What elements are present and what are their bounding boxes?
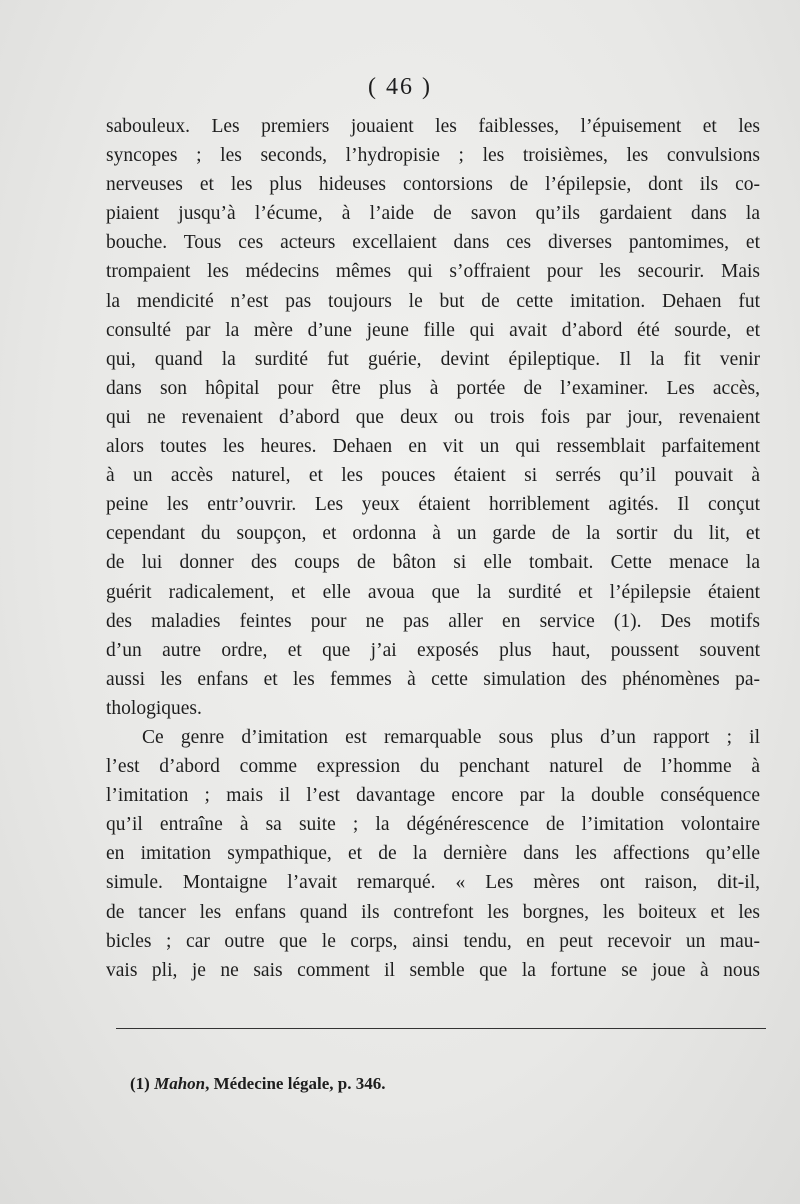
text-line: piaient jusqu’à l’écume, à l’aide de savon qu’ils gardaient dans la: [106, 203, 760, 225]
text-line: bouche. Tous ces acteurs excellaient dans ces diverses pantomimes, et: [106, 232, 760, 254]
text-line: qu’il entraîne à sa suite ; la dégénérescence de l’imitation volontaire: [106, 814, 760, 836]
text-line: de tancer les enfans quand ils contrefont les borgnes, les boiteux et les: [106, 901, 760, 923]
text-line: des maladies feintes pour ne pas aller en service (1). Des motifs: [106, 610, 760, 632]
text-line: cependant du soupçon, et ordonna à un garde de la sortir du lit, et: [106, 523, 760, 545]
text-line: la mendicité n’est pas toujours le but de cette imitation. Dehaen fut: [106, 290, 760, 312]
text-line: consulté par la mère d’une jeune fille qui avait d’abord été sourde, et: [106, 319, 760, 341]
text-line: syncopes ; les seconds, l’hydropisie ; les troisièmes, les convulsions: [106, 145, 760, 167]
footnote-marker: (1): [130, 1074, 150, 1093]
text-line: à un accès naturel, et les pouces étaient si serrés qu’il pouvait à: [106, 465, 760, 487]
footnote-citation: , Médecine légale, p. 346.: [205, 1074, 386, 1093]
text-line: trompaient les médecins mêmes qui s’offraient pour les secourir. Mais: [106, 261, 760, 283]
body-text: [106, 112, 760, 985]
text-line: l’est d’abord comme expression du penchant naturel de l’homme à: [106, 756, 760, 778]
text-line: l’imitation ; mais il l’est davantage encore par la double conséquence: [106, 785, 760, 807]
footnote-author: Mahon: [154, 1074, 206, 1093]
text-line: peine les entr’ouvrir. Les yeux étaient horriblement agités. Il conçut: [106, 494, 760, 516]
page-number: ( 46 ): [368, 74, 432, 100]
footnote-rule: [116, 1028, 766, 1029]
text-line: simule. Montaigne l’avait remarqué. « Les mères ont raison, dit-il,: [106, 872, 760, 894]
text-line: thologiques.: [106, 697, 202, 719]
paragraph-1: [106, 112, 760, 723]
text-line: alors toutes les heures. Dehaen en vit un qui ressemblait parfaitement: [106, 436, 760, 458]
text-line: nerveuses et les plus hideuses contorsions de l’épilepsie, dont ils co-: [106, 174, 760, 196]
text-line: sabouleux. Les premiers jouaient les faiblesses, l’épuisement et les: [106, 116, 760, 137]
text-line: aussi les enfans et les femmes à cette simulation des phénomènes pa-: [106, 668, 760, 690]
text-line: vais pli, je ne sais comment il semble que la fortune se joue à nous: [106, 959, 760, 981]
text-line: qui ne revenaient d’abord que deux ou trois fois par jour, revenaient: [106, 406, 760, 428]
text-line: guérit radicalement, et elle avoua que la surdité et l’épilepsie étaient: [106, 581, 760, 603]
text-line: en imitation sympathique, et de la dernière dans les affections qu’elle: [106, 843, 760, 865]
text-line: de lui donner des coups de bâton si elle tombait. Cette menace la: [106, 552, 760, 574]
footnote: [130, 1074, 385, 1094]
text-line: Ce genre d’imitation est remarquable sous plus d’un rapport ; il: [142, 726, 760, 748]
text-line: bicles ; car outre que le corps, ainsi tendu, en peut recevoir un mau-: [106, 930, 760, 952]
paragraph-2: [106, 723, 760, 985]
text-line: qui, quand la surdité fut guérie, devint épileptique. Il la fit venir: [106, 348, 760, 370]
text-line: d’un autre ordre, et que j’ai exposés plus haut, poussent souvent: [106, 639, 760, 661]
text-line: dans son hôpital pour être plus à portée de l’examiner. Les accès,: [106, 377, 760, 399]
